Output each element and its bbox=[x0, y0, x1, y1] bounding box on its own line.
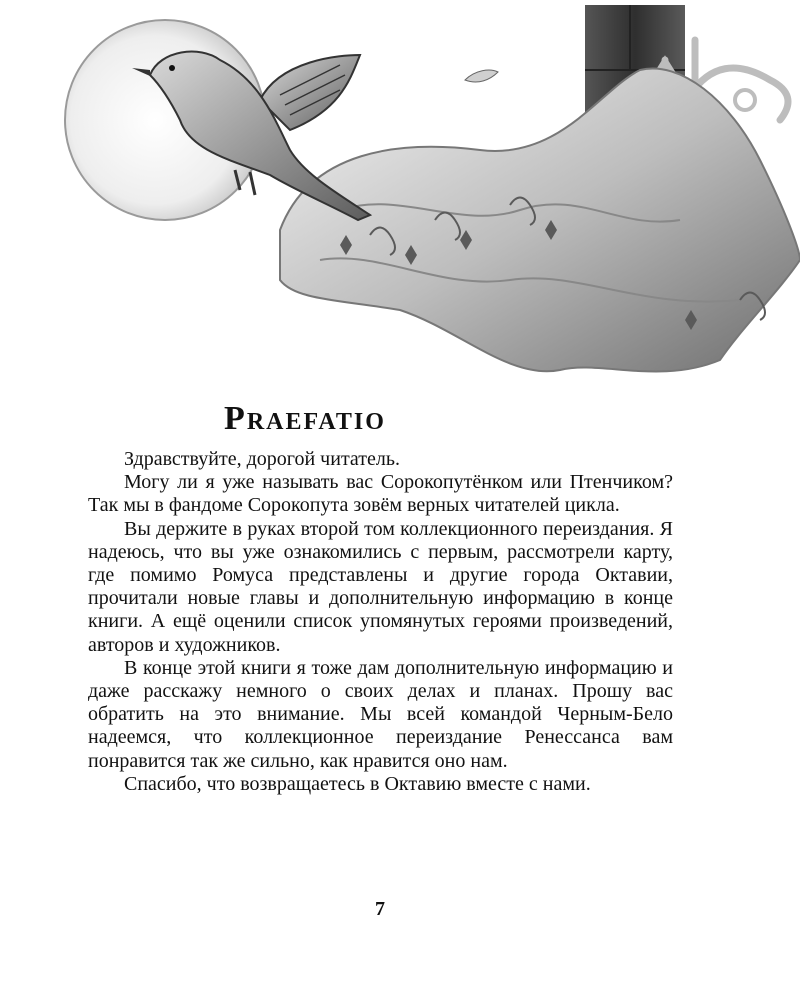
paragraph: В конце этой книги я тоже дам дополнительную информацию и даже расскажу немного о своих делах и планах. Прошу вас обратить на это внимание. Мы всей командой Черным-Бело надеемся, что коллекционное переиздание Ренессанса вам понравится так же сильно, как нравится оно нам. bbox=[88, 656, 673, 772]
chapter-title: Praefatio bbox=[224, 400, 386, 437]
page-number: 7 bbox=[375, 898, 385, 920]
paragraph: Могу ли я уже называть вас Сорокопутёнком или Птенчиком? Так мы в фандоме Сорокопута зовём верных читателей цикла. bbox=[88, 471, 673, 517]
header-illustration bbox=[40, 0, 800, 395]
paragraph: Здравствуйте, дорогой читатель. bbox=[124, 448, 401, 470]
feather bbox=[465, 70, 498, 82]
preface-text bbox=[88, 448, 673, 796]
paragraph: Вы держите в руках второй том коллекционного переиздания. Я надеюсь, что вы уже ознакомились с первым, рассмотрели карту, где помимо Ромуса представлены и другие города Октавии, прочитали новые главы и дополнительную информацию в конце книги. А ещё оценили список упомянутых героями произведений, авторов и художников. bbox=[88, 517, 673, 656]
paragraph: Спасибо, что возвращаетесь в Октавию вместе с нами. bbox=[124, 772, 591, 795]
